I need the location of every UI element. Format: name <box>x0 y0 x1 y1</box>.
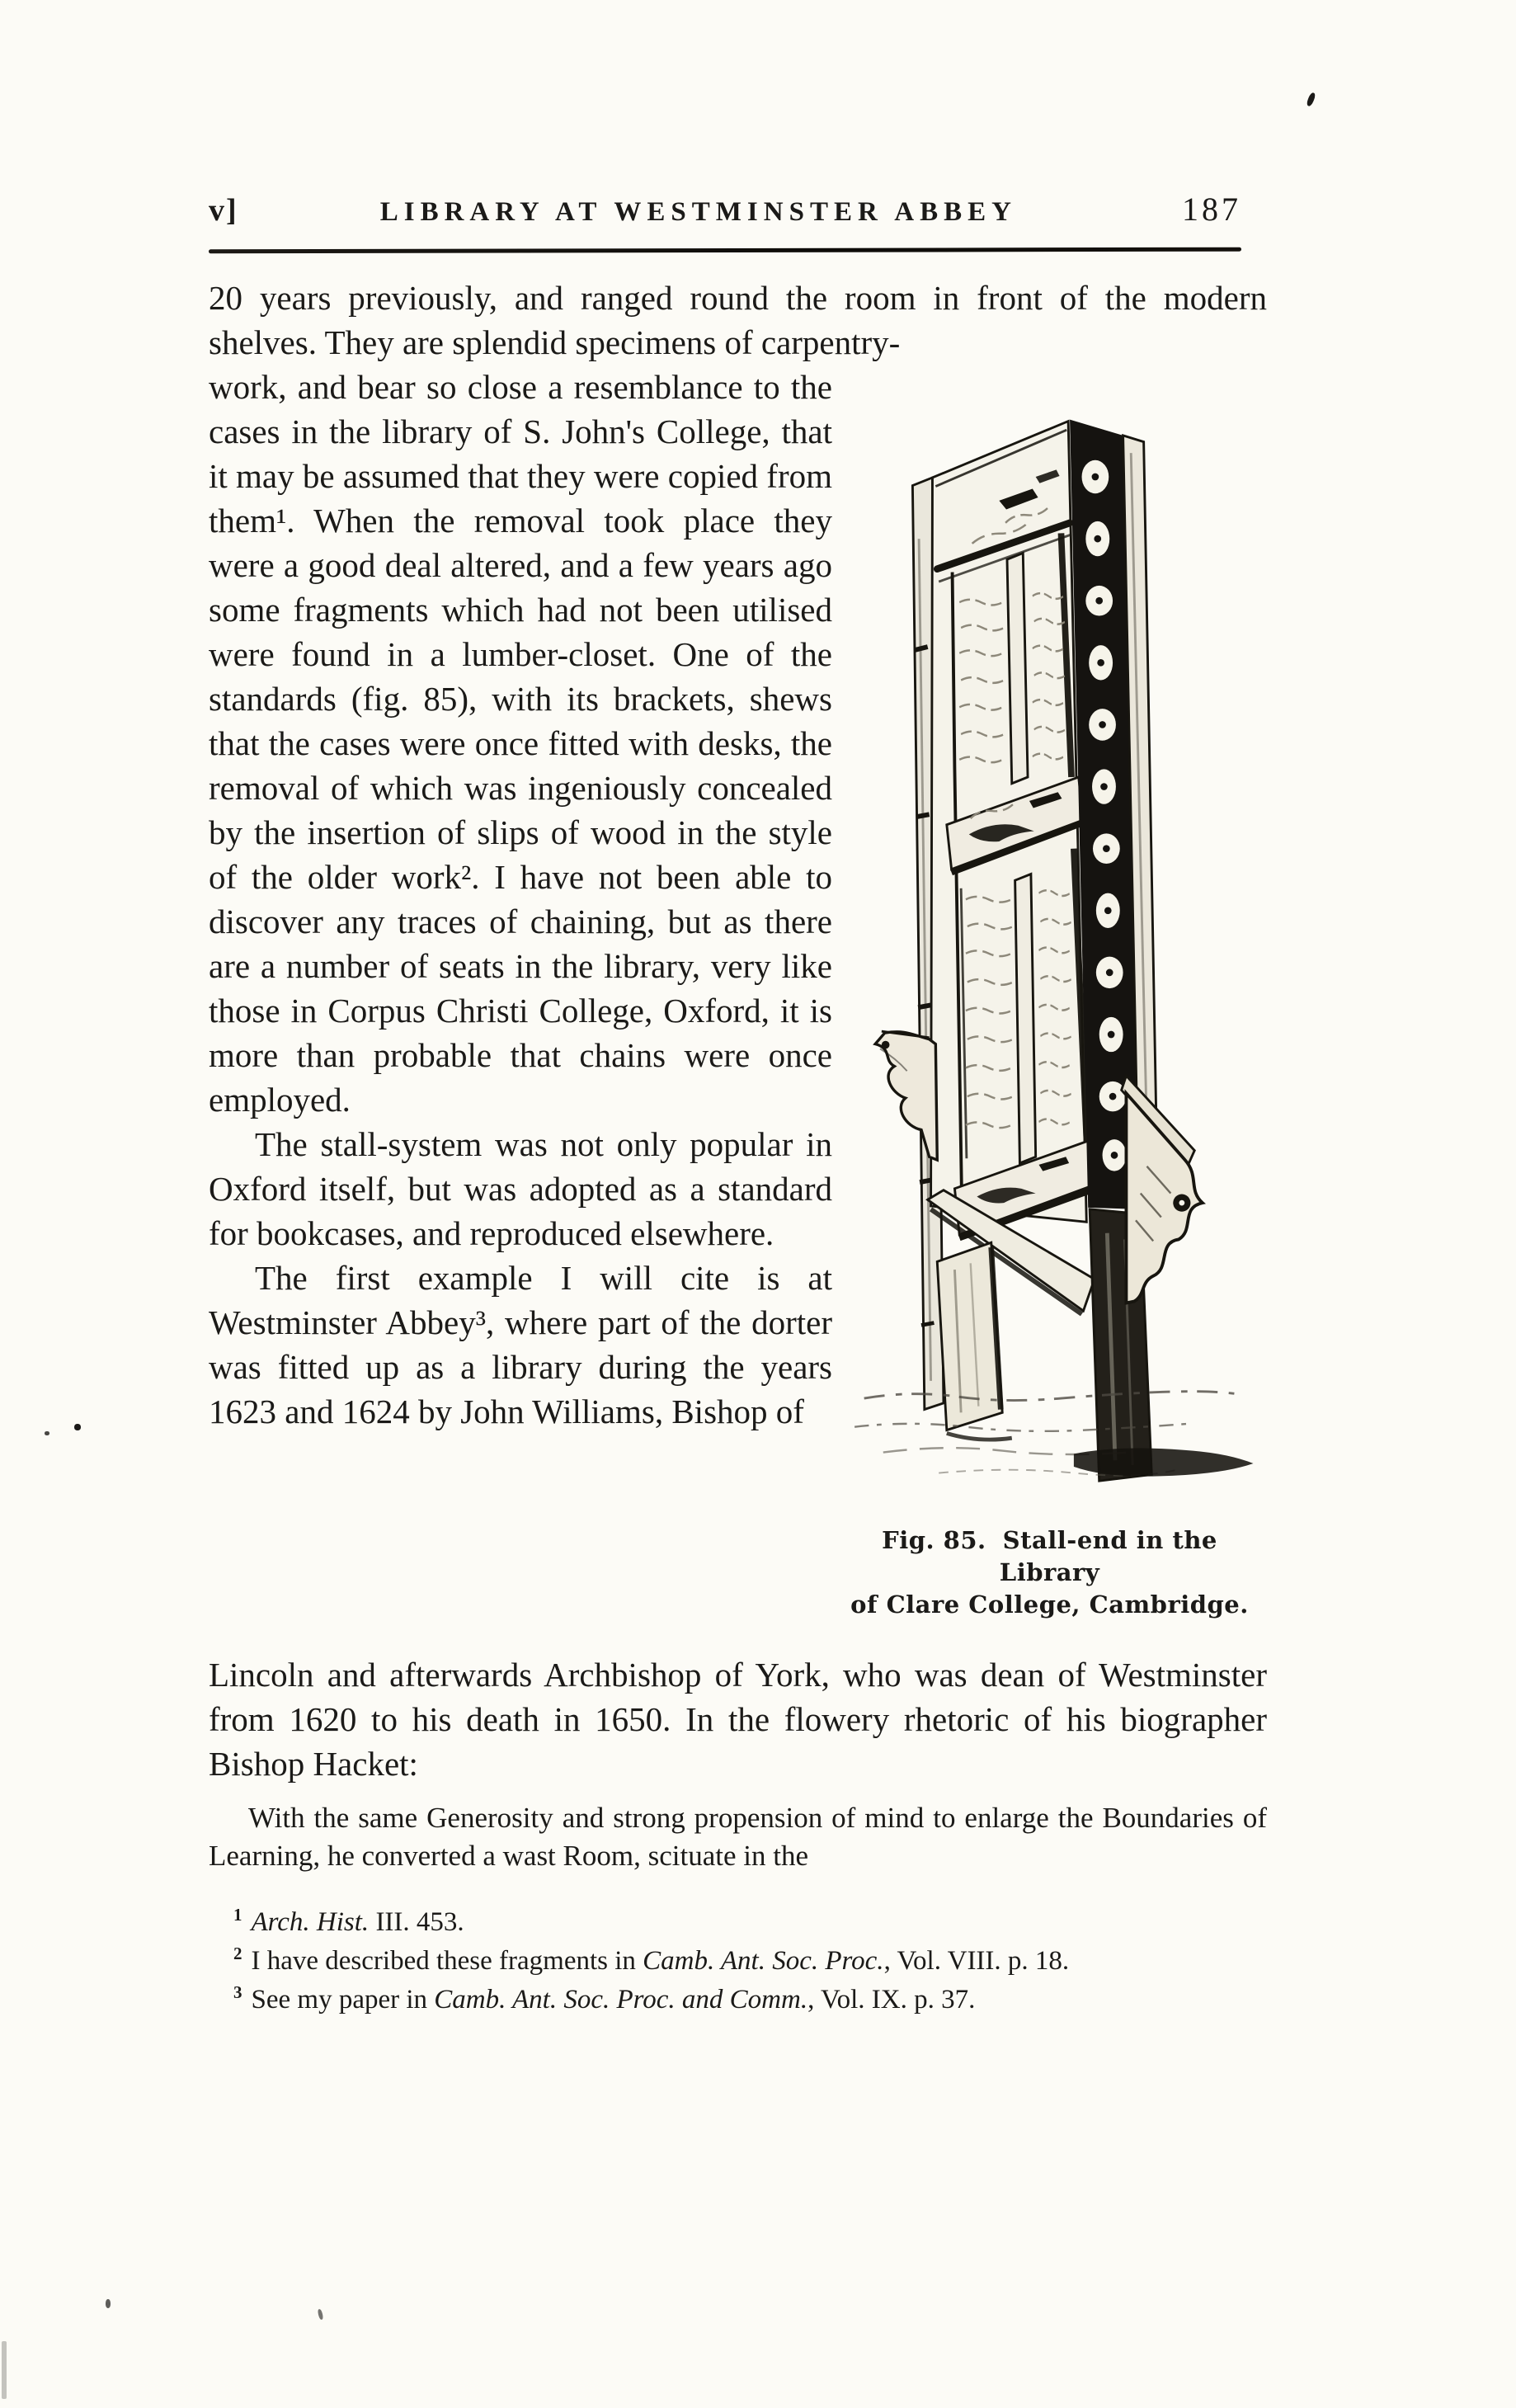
footnote-text: I have described these fragments in <box>251 1946 643 1976</box>
footnote-text-italic: Camb. Ant. Soc. Proc. <box>643 1946 884 1976</box>
lower-rail-and-leg <box>927 1190 1094 1440</box>
page-number: 187 <box>1182 191 1241 228</box>
figure-caption-line2: of Clare College, Cambridge. <box>850 1590 1249 1619</box>
footnote-text: , Vol. VIII. p. 18. <box>883 1946 1070 1976</box>
chapter-signature: v] <box>209 193 238 228</box>
figure-caption-line1 <box>832 1524 1267 1589</box>
footnote-text: , Vol. IX. p. 37. <box>807 1985 976 2015</box>
footnote-text: See my paper in <box>251 1985 435 2015</box>
scan-artifact <box>106 2299 111 2308</box>
footnote-1 <box>233 1903 1267 1942</box>
figure-caption-text: Stall-end in the Library <box>999 1526 1217 1586</box>
paragraph: work, and bear so close a resemblance to the cases in the library of S. John's College, that it may be assumed that they were copied from them¹. When the removal took place they were a good deal altered, and a few years ago some fragments which had not been utilised were found in a lumber-closet. One of the standards (fig. 85), with its brackets, shews that the cases were once fitted with desks, the removal of which was ingeniously concealed by the insertion of slips of wood in the style of the older work². I have not been able to discover any traces of chaining, but as there are a number of seats in the library, very like those in Corpus Christi College, Oxford, it is more than probable that chains were once employed. <box>209 368 832 1119</box>
footnote-marker: 1 <box>233 1905 242 1925</box>
figure-block <box>832 365 1267 1621</box>
scan-artifact <box>74 1424 81 1430</box>
paragraph-fullwidth: Lincoln and afterwards Archbishop of York, who was dean of Westminster from 1620 to his death in 1650. In the flowery rhetoric of his biographer Bishop Hacket: <box>209 1656 1267 1783</box>
scan-artifact <box>45 1431 49 1435</box>
right-bracket <box>1121 1076 1202 1303</box>
footnote-text: III. 453. <box>369 1907 464 1937</box>
footnote-marker: 3 <box>233 1982 242 2002</box>
paragraph: The first example I will cite is at Westminster Abbey³, where part of the dorter was fitted up as a library during the years 1623 and 1624 by John Williams, Bishop of <box>209 1259 832 1430</box>
footnote-text-italic: Camb. Ant. Soc. Proc. and Comm. <box>434 1985 808 2015</box>
panelled-face <box>930 422 1092 1238</box>
stall-end-engraving-image <box>836 383 1264 1515</box>
footnote-3 <box>233 1981 1267 2019</box>
page-header <box>209 190 1241 229</box>
page-body <box>209 276 1267 2019</box>
paragraph: The stall-system was not only popular in Oxford itself, but was adopted as a standard for bookcases, and reproduced elsewhere. <box>209 1125 832 1252</box>
figure-number: Fig. 85. <box>882 1526 986 1554</box>
running-title: LIBRARY AT WESTMINSTER ABBEY <box>379 197 1017 227</box>
scan-artifact <box>1306 92 1316 106</box>
scan-artifact <box>318 2309 324 2321</box>
figure-caption <box>832 1524 1267 1621</box>
footnote-text-italic: Arch. Hist. <box>251 1907 370 1937</box>
paragraph-intro: 20 years previously, and ranged round the room in front of the modern shelves. They are splendid specimens of carpentry- <box>209 279 1267 361</box>
header-rule <box>209 247 1241 254</box>
footnote-2 <box>233 1942 1267 1981</box>
body-column <box>209 365 832 1621</box>
blockquote-hacket: With the same Generosity and strong propension of mind to enlarge the Boundaries of Learning, he converted a wast Room, scituate in the <box>209 1802 1267 1872</box>
text-and-figure-row <box>209 365 1267 1621</box>
ground-hatching <box>855 1392 1253 1477</box>
scan-artifact <box>2 2341 7 2399</box>
left-bracket <box>875 1031 937 1160</box>
footnotes-section <box>209 1903 1267 2019</box>
footnote-marker: 2 <box>233 1944 242 1963</box>
